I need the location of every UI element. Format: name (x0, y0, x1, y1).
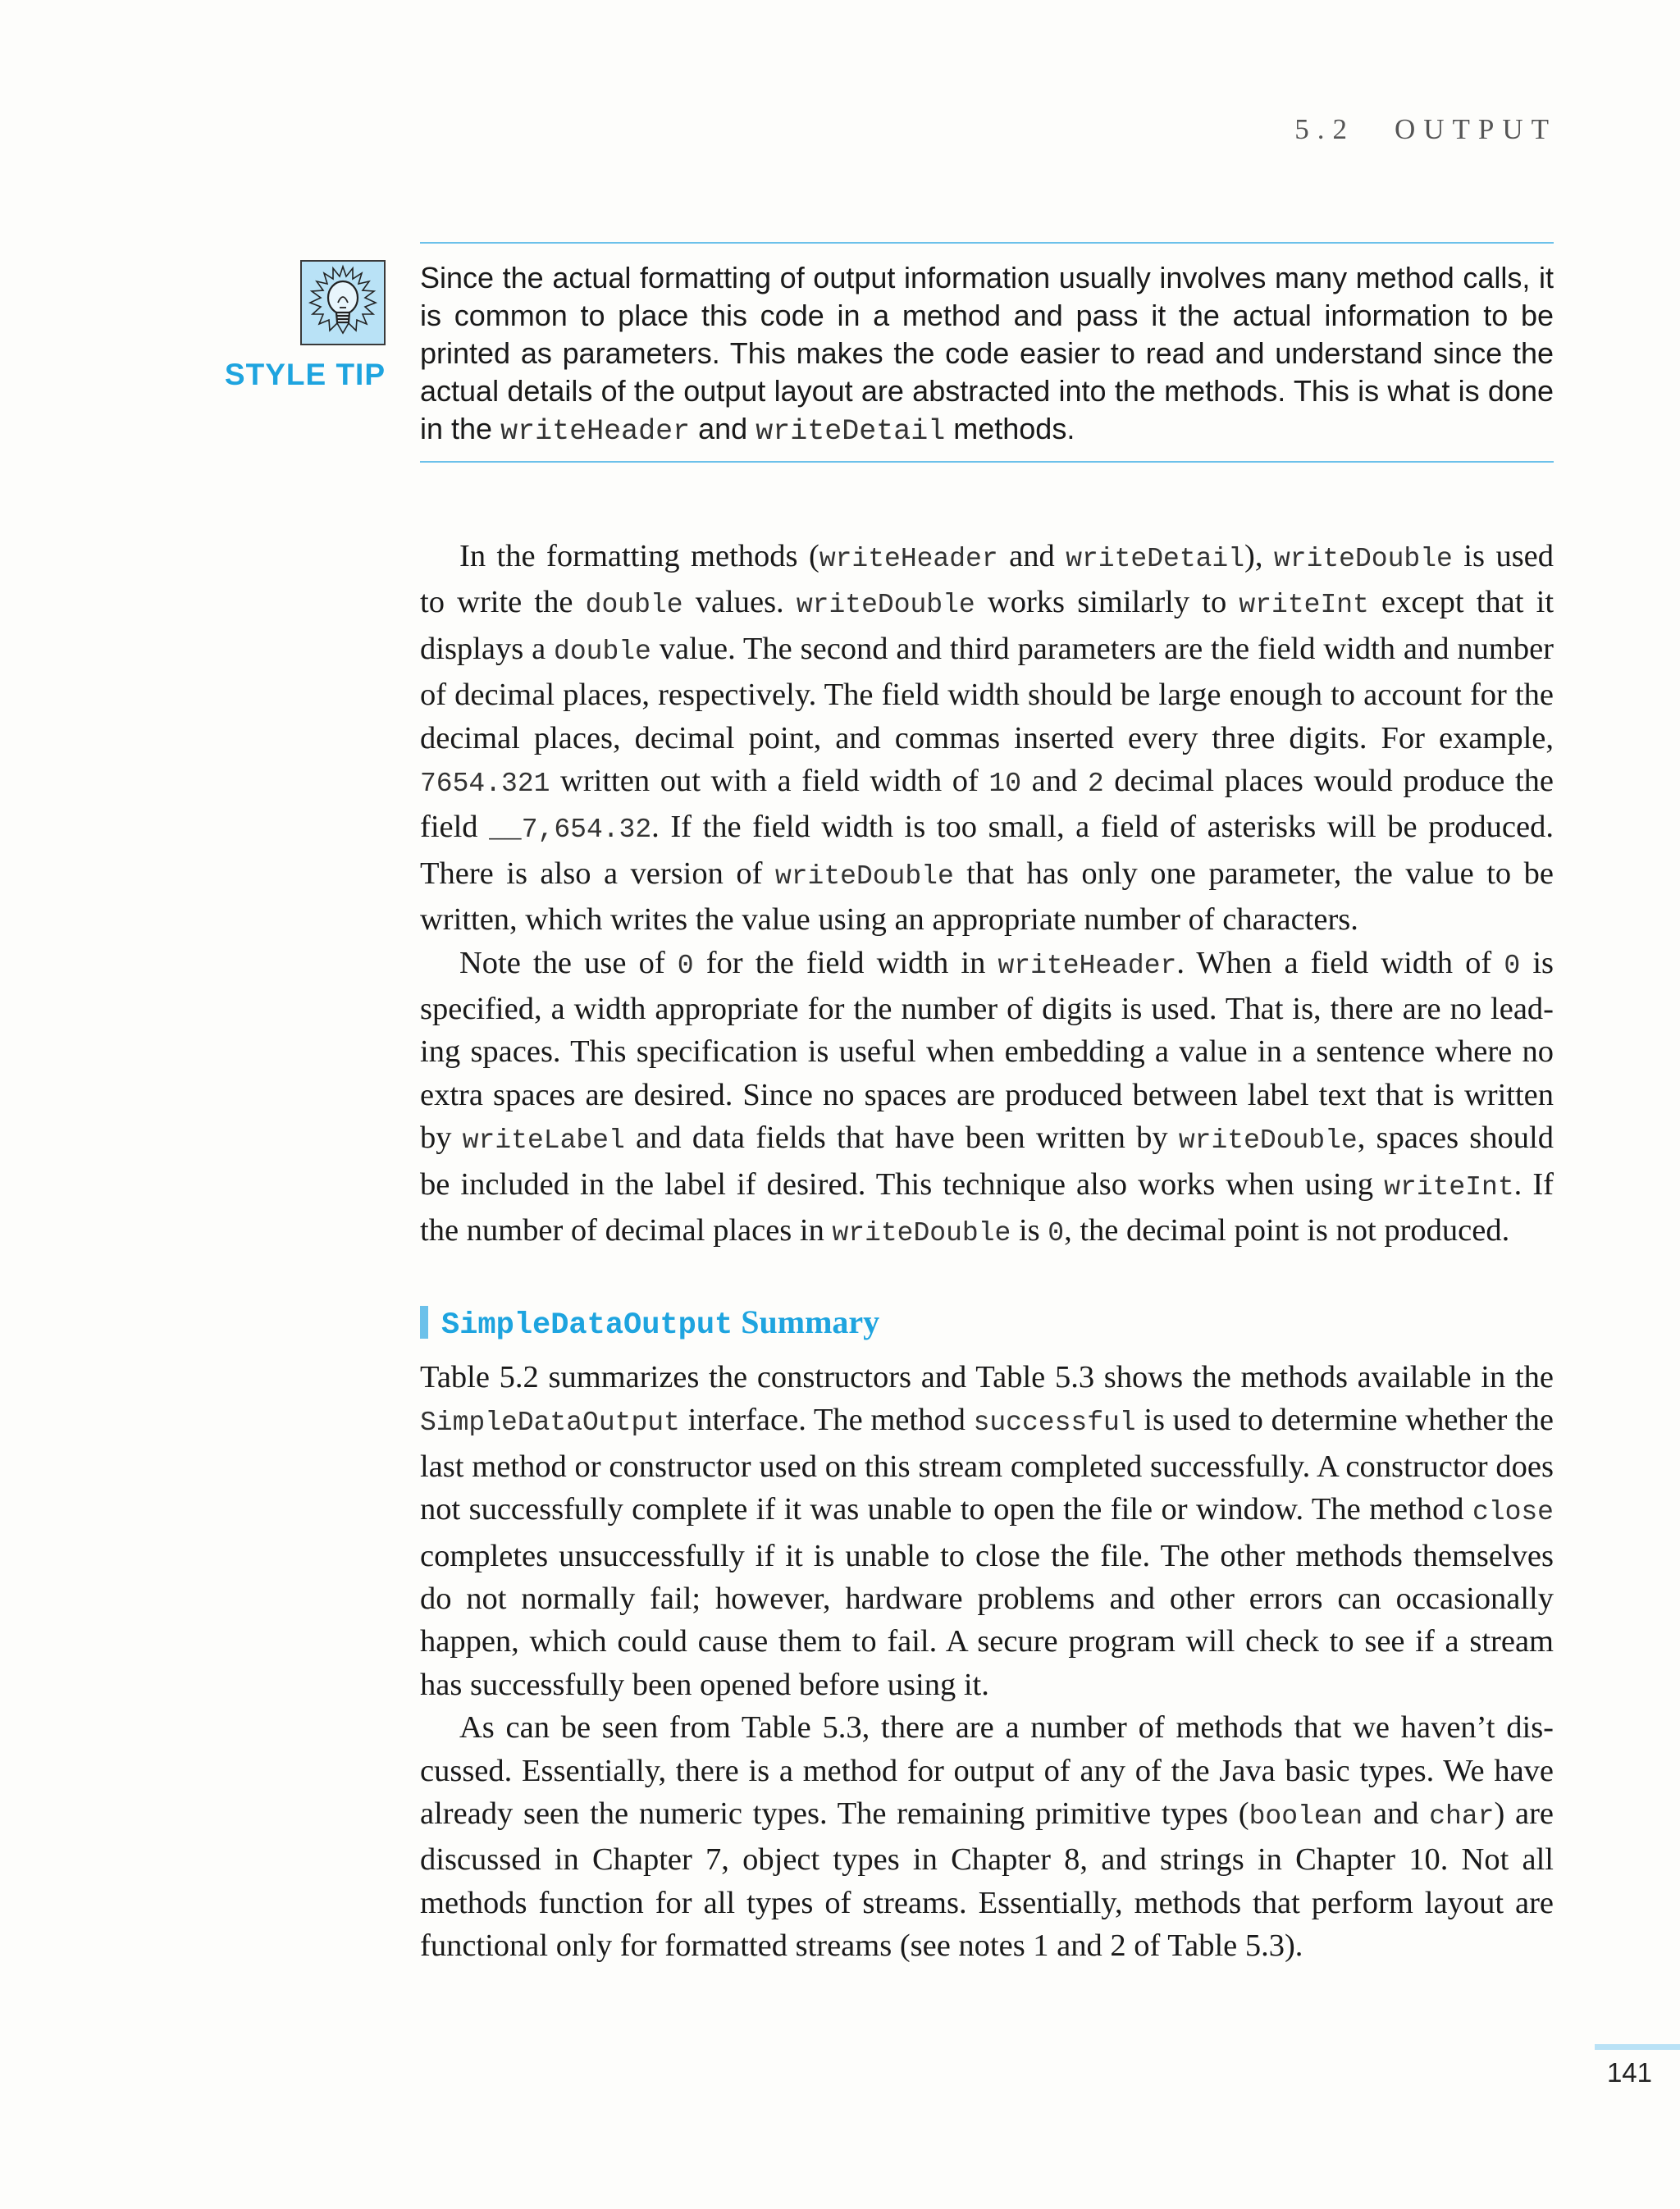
paragraph-field-width: Note the use of 0 for the field width in writeHeader. When a field width of 0 is specified, a width appropriate for the number of digits is used. That is, there are no lead-ing spaces. This specification is useful when embedding a value in a sentence where no extra spaces are desired. Since no spaces are produced between label text that is written by writeLabel and data fields that have been written by writeDouble, spaces should be included in the label if desired. This technique also works when using writeInt. If the number of decimal places in writeDouble is 0, the decimal point is not produced. (420, 945, 1554, 1249)
running-head (1294, 113, 1557, 146)
body-block-2 (420, 1356, 1554, 1968)
section-title-text: SimpleDataOutput Summary (441, 1303, 880, 1343)
section-title: OUTPUT (1394, 113, 1557, 145)
style-tip-top-rule (420, 242, 1554, 244)
code-writedetail: writeDetail (756, 415, 946, 448)
page-number-rule (1595, 2044, 1680, 2050)
style-tip-text: Since the actual formatting of output information usually involves many method calls, it is common to place this code in a method and pass it the actual information to be printed as parameters. This makes the code easier to read and understand since the actual details of the output layout are abstracted into the methods. This is what is done in the writeHeader and writeDetail methods. (420, 261, 1554, 448)
section-bar (420, 1306, 428, 1339)
body-block-1 (420, 535, 1554, 1256)
section-heading (420, 1303, 880, 1343)
section-number: 5.2 (1294, 113, 1355, 145)
code-writeheader: writeHeader (500, 415, 691, 448)
paragraph-methods: As can be seen from Table 5.3, there are a number of methods that we haven’t dis-cussed. Essentially, there is a method for output of any of the Java basic types. We have already seen the numeric types. The remaining primitive types (boolean and char) are discussed in Chapter 7, object types in Chapter 8, and strings in Chapter 10. Not all methods function for all types of streams. Essentially, methods that perform layout are functional only for formatted streams (see notes 1 and 2 of Table 5.3). (420, 1710, 1554, 1964)
lightbulb-icon (300, 260, 386, 345)
paragraph-writedouble: In the formatting methods (writeHeader and writeDetail), writeDouble is used to write the double values. writeDouble works similarly to writeInt except that it displays a double value. The second and third parameters are the field width and number of decimal places, respectively. The field width should be large enough to account for the decimal places, decimal point, and commas inserted every three digits. For example, 7654.321 written out with a field width of 10 and 2 decimal places would produce the field __7,654.32. If the field width is too small, a field of asterisks will be produced. There is also a version of writeDouble that has only one parameter, the value to be written, which writes the value using an appropriate number of characters. (420, 539, 1554, 938)
page-number: 141 (1606, 2057, 1652, 2088)
style-tip-label: STYLE TIP (224, 358, 386, 391)
paragraph-summary: Table 5.2 summarizes the constructors and Table 5.3 shows the methods available in the SimpleDataOutput interface. The method successful is used to determine whether the last method or constructor used on this stream completed successfully. A constructor does not successfully complete if it was unable to open the file or window. The method close completes unsuccessfully if it is unable to close the file. The other methods themselves do not normally fail; however, hardware problems and other errors can occasionally happen, which could cause them to fail. A secure program will check to see if a stream has successfully been opened before using it. (420, 1360, 1554, 1702)
style-tip-bottom-rule (420, 461, 1554, 463)
